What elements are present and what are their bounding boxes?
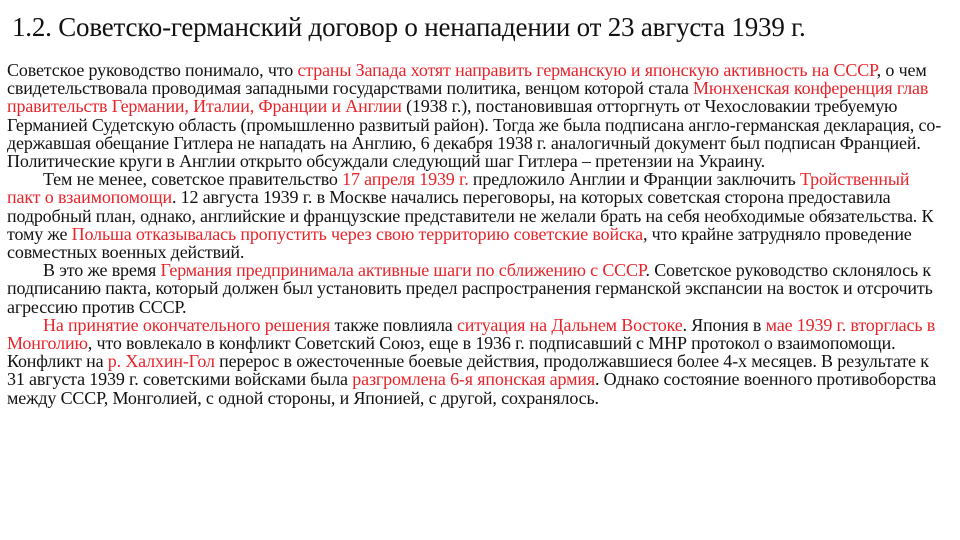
text-run: (1938 г.), постановившая отторгнуть от Чехословакии требуемую Германией Судетскую область (промышленно развитый район). Тогда же была подписана англо-германская декларация, со-державшая обещание Гитлера не нападать на Англию, 6 декабря 1938 г. аналогичный документ был подписан Францией. Политические круги в Англии открыто обсуждали следующий шаг Гитлера – претензии на Украину.: [7, 96, 942, 172]
text-run: . Советское руководство склонялось к подписанию пакта, который должен был установить предел распространения германской экспансии на восток и отсрочить агрессию против СССР.: [7, 260, 933, 317]
highlighted-text: страны Запада хотят направить германскую и японскую активность на СССР: [297, 60, 877, 80]
text-run: также повлияла: [330, 314, 457, 335]
text-run: , что вовлекало в конфликт Советский Союз, еще в 1936 г. подписавший с МНР протокол о взаимопомощи. Конфликт на: [7, 333, 896, 372]
highlighted-text: 17 апреля 1939 г.: [342, 169, 469, 190]
text-run: перерос в ожесточенные боевые действия, продолжавшиеся более 4-х месяцев. В результате к 31 августа 1939 г. советскими войсками была: [7, 351, 929, 390]
text-run: , о чем свидетельствовала проводимая западными государствами политика, венцом которой стала: [7, 60, 927, 99]
highlighted-text: разгромлена 6-я японская армия: [352, 369, 595, 390]
text-run: Советское руководство понимало, что: [7, 60, 298, 80]
paragraph-1: [7, 61, 947, 170]
text-run: . 12 августа 1939 г. в Москве начались переговоры, на которых советская сторона предоставила подробный план, однако, английские и французские представители не желали брать на себя необходимые обязательства. К тому же: [7, 187, 934, 244]
highlighted-text: р. Халхин-Гол: [107, 351, 215, 372]
text-run: В это же время: [43, 260, 161, 281]
paragraph-3: [7, 261, 947, 316]
highlighted-text: Тройственный пакт о взаимопомощи: [7, 169, 910, 208]
highlighted-text: На принятие окончательного решения: [43, 314, 331, 335]
highlighted-text: Германия предпринимала активные шаги по сближению с СССР: [160, 260, 646, 281]
highlighted-text: Польша отказывалась пропустить через свою территорию советские войска: [71, 223, 643, 244]
text-run: предложило Англии и Франции заключить: [468, 169, 800, 190]
slide-body: [7, 61, 947, 407]
highlighted-text: ситуация на Дальнем Востоке: [456, 314, 683, 335]
text-run: , что крайне затрудняло проведение совместных военных действий.: [7, 223, 912, 263]
text-run: . Япония в: [682, 314, 766, 335]
slide-title: 1.2. Советско-германский договор о ненападении от 23 августа 1939 г.: [12, 12, 806, 42]
highlighted-text: мае 1939 г. вторглась в Монголию: [7, 314, 936, 354]
text-run: Тем не менее, советское правительство: [43, 169, 343, 190]
paragraph-2: [7, 170, 947, 261]
paragraph-4: [7, 316, 947, 407]
highlighted-text: Мюнхенская конференция глав правительств Германии, Италии, Франции и Англии: [7, 78, 929, 117]
text-run: . Однако состояние военного противоборства между СССР, Монголией, с одной стороны, и Японией, с другой, сохранялось.: [7, 369, 937, 408]
